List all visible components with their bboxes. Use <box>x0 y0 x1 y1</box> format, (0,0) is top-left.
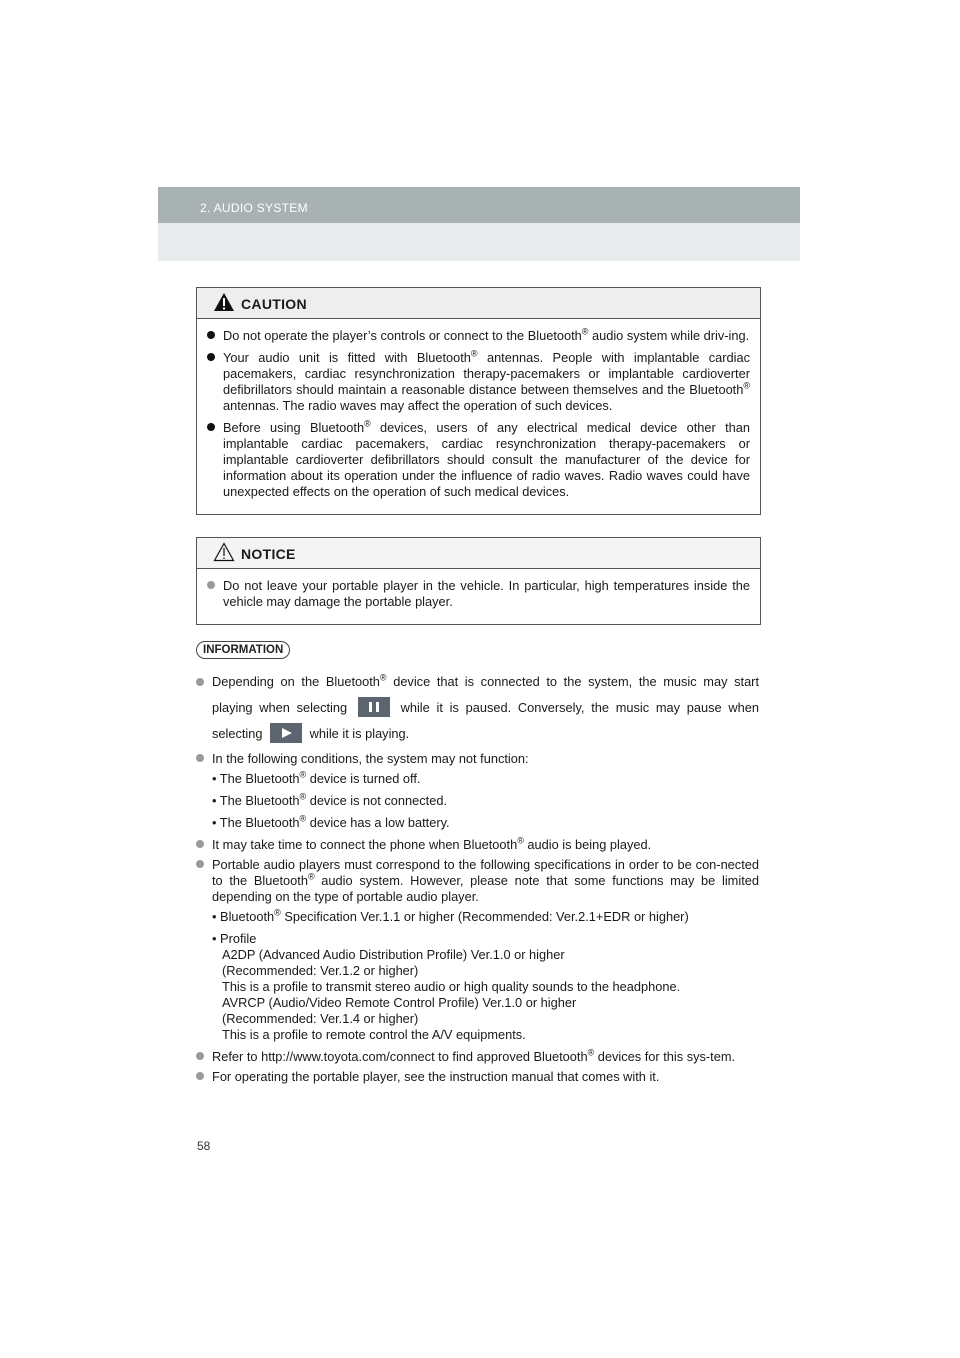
notice-item: Do not leave your portable player in the vehicle. In particular, high temperatures inside the vehicle may damage the portable player. <box>207 578 750 610</box>
play-icon <box>270 723 302 743</box>
caution-box <box>196 287 761 515</box>
bullet-icon <box>207 331 215 339</box>
caution-item: Before using Bluetooth® devices, users of any electrical medical device other than implantable cardiac pacemakers, cardiac resynchronization therapy-pacemakers or implantable cardioverter defibrillators should consult the manufacturer of the device for information about its operation under the influence of radio waves. Radio waves could have unexpected effects on the operation of such medical devices. <box>207 420 750 500</box>
information-section <box>196 640 759 1089</box>
condition-item: • The Bluetooth® device is not connected. <box>212 791 447 808</box>
notice-box <box>196 537 761 625</box>
condition-item: • The Bluetooth® device has a low battery. <box>212 813 450 830</box>
information-badge: INFORMATION <box>196 641 290 659</box>
notice-header <box>197 538 760 569</box>
profile-line: AVRCP (Audio/Video Remote Control Profile) Ver.1.0 or higher <box>222 995 577 1010</box>
page-number: 58 <box>197 1139 211 1153</box>
profile-line: This is a profile to transmit stereo audio or high quality sounds to the headphone. <box>222 979 681 994</box>
profile-line: (Recommended: Ver.1.4 or higher) <box>222 1011 419 1026</box>
profile-line: This is a profile to remote control the A/V equipments. <box>222 1027 526 1042</box>
warning-triangle-outline-icon <box>213 542 235 562</box>
bullet-icon <box>196 860 204 868</box>
bullet-icon <box>196 754 204 762</box>
profile-item <box>196 931 759 1043</box>
info-item: In the following conditions, the system may not function: <box>196 751 759 767</box>
bullet-icon <box>196 678 204 686</box>
info-item: Refer to http://www.toyota.com/connect to find approved Bluetooth® devices for this sys-tem. <box>196 1049 759 1065</box>
bullet-icon <box>207 353 215 361</box>
bullet-icon <box>196 1052 204 1060</box>
spec-item: • Bluetooth® Specification Ver.1.1 or higher (Recommended: Ver.2.1+EDR or higher) <box>212 907 689 924</box>
bullet-icon <box>207 581 215 589</box>
profile-title: • Profile <box>212 931 257 946</box>
profile-line: (Recommended: Ver.1.2 or higher) <box>222 963 419 978</box>
notice-label: NOTICE <box>241 546 296 562</box>
section-header-band <box>158 223 800 261</box>
bullet-icon <box>196 1072 204 1080</box>
info-item: Portable audio players must correspond to the following specifications in order to be con-nected to the Bluetooth® audio system. However, please note that some functions may be limited depending on the type of portable audio player. <box>196 857 759 905</box>
caution-label: CAUTION <box>241 296 307 312</box>
bullet-icon <box>196 840 204 848</box>
section-title: 2. AUDIO SYSTEM <box>200 201 308 215</box>
caution-item: Do not operate the player’s controls or connect to the Bluetooth® audio system while driv-ing. <box>207 328 750 344</box>
caution-item: Your audio unit is fitted with Bluetooth® antennas. People with implantable cardiac pacemakers, cardiac resynchronization therapy-pacemakers or implantable cardioverter defibrillators should maintain a reasonable distance between themselves and the Bluetooth® antennas. The radio waves may affect the operation of such devices. <box>207 350 750 414</box>
profile-line: A2DP (Advanced Audio Distribution Profile) Ver.1.0 or higher <box>222 947 565 962</box>
condition-item: • The Bluetooth® device is turned off. <box>212 769 421 786</box>
pause-icon <box>358 697 390 717</box>
info-item: It may take time to connect the phone when Bluetooth® audio is being played. <box>196 837 759 853</box>
info-item: For operating the portable player, see the instruction manual that comes with it. <box>196 1069 759 1085</box>
info-item: Depending on the Bluetooth® device that is connected to the system, the music may start playing when selecting while it is paused. Conversely, the music may pause when selecting while it is playing. <box>196 669 759 747</box>
warning-triangle-icon <box>213 292 235 312</box>
section-header <box>158 187 800 223</box>
caution-header <box>197 288 760 319</box>
bullet-icon <box>207 423 215 431</box>
